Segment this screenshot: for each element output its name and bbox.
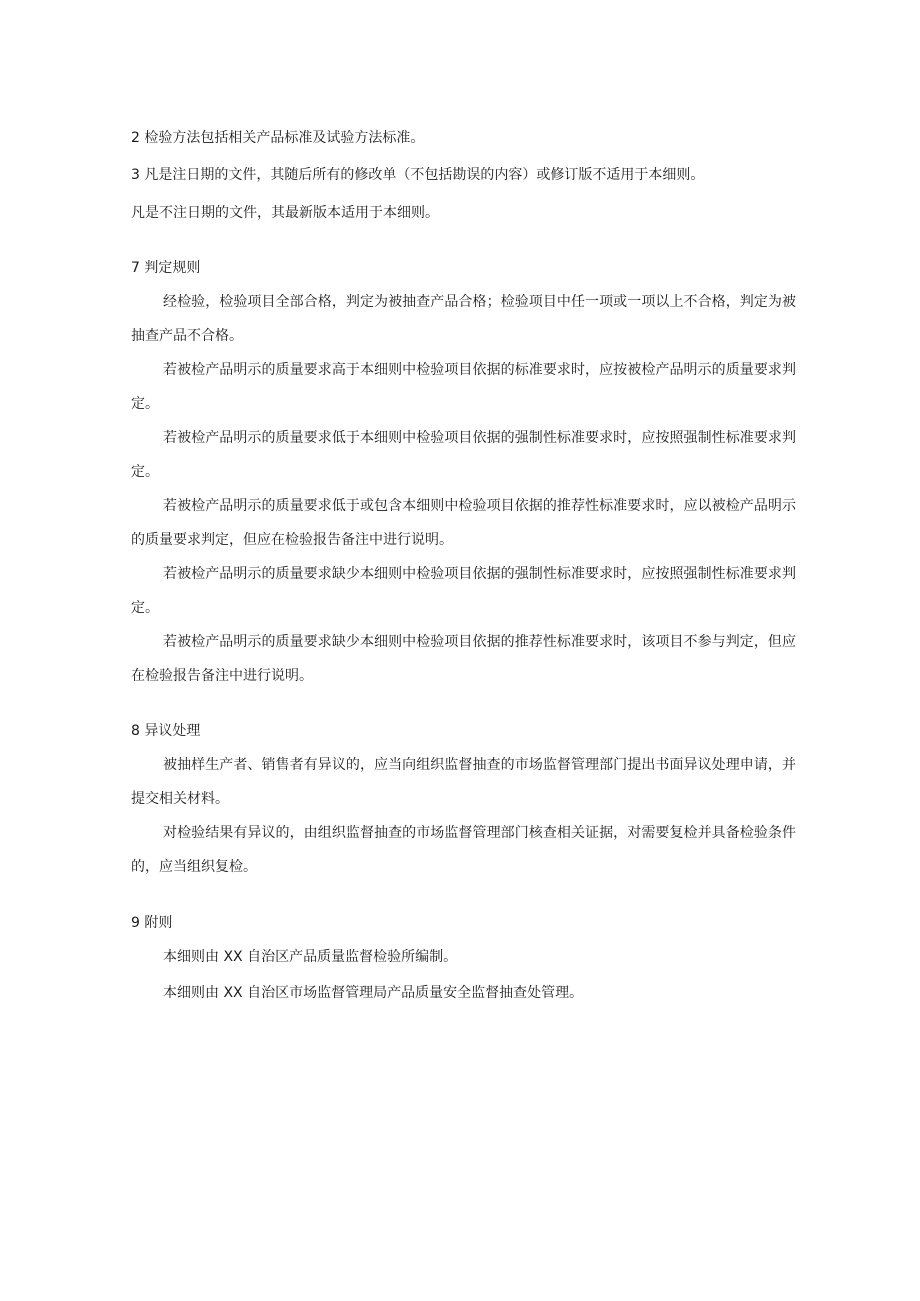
section-7-paragraph: 若被检产品明示的质量要求低于或包含本细则中检验项目依据的推荐性标准要求时，应以被检产品明示的质量要求判定，但应在检验报告备注中进行说明。 bbox=[131, 498, 796, 548]
section-7-paragraph: 若被检产品明示的质量要求缺少本细则中检验项目依据的推荐性标准要求时，该项目不参与判定，但应在检验报告备注中进行说明。 bbox=[131, 634, 796, 684]
section-8-paragraph: 对检验结果有异议的，由组织监督抽查的市场监督管理部门核查相关证据，对需要复检并具备检验条件的，应当组织复检。 bbox=[131, 825, 796, 875]
reference-item-2: 2 检验方法包括相关产品标准及试验方法标准。 bbox=[131, 130, 425, 146]
reference-item-3: 3 凡是注日期的文件，其随后所有的修改单（不包括勘误的内容）或修订版不适用于本细则。 bbox=[131, 167, 705, 183]
reference-note: 凡是不注日期的文件，其最新版本适用于本细则。 bbox=[131, 205, 439, 221]
section-7-paragraph: 若被检产品明示的质量要求缺少本细则中检验项目依据的强制性标准要求时，应按照强制性标准要求判定。 bbox=[131, 566, 796, 616]
section-8-heading: 8 异议处理 bbox=[131, 723, 201, 739]
section-9-paragraph: 本细则由 XX 自治区产品质量监督检验所编制。 bbox=[163, 949, 458, 965]
section-7-paragraph: 经检验，检验项目全部合格，判定为被抽查产品合格；检验项目中任一项或一项以上不合格，判定为被抽查产品不合格。 bbox=[131, 294, 796, 344]
section-9-paragraph: 本细则由 XX 自治区市场监督管理局产品质量安全监督抽查处管理。 bbox=[163, 985, 584, 1001]
section-7-paragraph: 若被检产品明示的质量要求高于本细则中检验项目依据的标准要求时，应按被检产品明示的质量要求判定。 bbox=[131, 362, 796, 412]
section-9-heading: 9 附则 bbox=[131, 915, 173, 931]
section-7-paragraph: 若被检产品明示的质量要求低于本细则中检验项目依据的强制性标准要求时，应按照强制性标准要求判定。 bbox=[131, 430, 796, 480]
section-8-paragraph: 被抽样生产者、销售者有异议的，应当向组织监督抽查的市场监督管理部门提出书面异议处理申请，并提交相关材料。 bbox=[131, 757, 796, 807]
section-7-heading: 7 判定规则 bbox=[131, 260, 201, 276]
